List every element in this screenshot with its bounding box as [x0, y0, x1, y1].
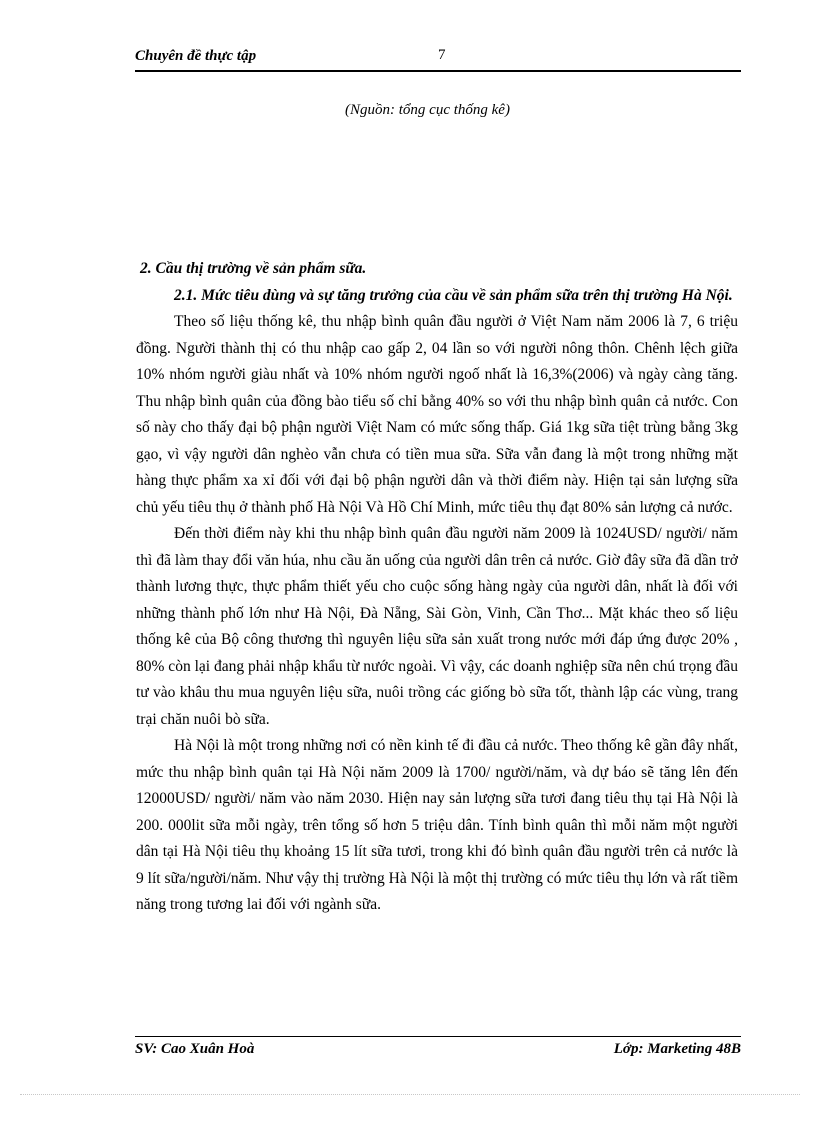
document-body	[136, 256, 738, 919]
header-title: Chuyên đề thực tập	[135, 48, 257, 64]
footer-class: Lớp: Marketing 48B	[613, 1041, 741, 1057]
paragraph-3: Hà Nội là một trong những nơi có nền kinh tế đi đầu cả nước. Theo thống kê gần đây nhất, mức thu nhập bình quân tại Hà Nội năm 2009 là 1700/ người/năm, và dự báo sẽ tăng lên đến 12000USD/ người/ năm vào năm 2030. Hiện nay sản lượng sữa tươi đang tiêu thụ tại Hà Nội là 200. 000lit sữa mỗi ngày, trên tổng số hơn 5 triệu dân. Tính bình quân thì mỗi năm một người dân tại Hà Nội tiêu thụ khoảng 15 lít sữa tươi, trong khi đó bình quân đầu người trên cả nước là 9 lít sữa/người/năm. Như vậy thị trường Hà Nội là một thị trường có mức tiêu thụ lớn và rất tiềm năng trong tương lai đối với ngành sữa.	[136, 737, 738, 913]
page-number: 7	[438, 47, 446, 63]
paragraph-2: Đến thời điểm này khi thu nhập bình quân đầu người năm 2009 là 1024USD/ người/ năm thì đã làm thay đổi văn húa, nhu cầu ăn uống của người dân trên cả nước. Giờ đây sữa đã dần trở thành lương thực, thực phẩm thiết yếu cho cuộc sống hàng ngày của người dân, nhất là đối với những thành phố lớn như Hà Nội, Đà Nẵng, Sài Gòn, Vinh, Cần Thơ... Mặt khác theo số liệu thống kê của Bộ công thương thì nguyên liệu sữa sản xuất trong nước mới đáp ứng được 20% , 80% còn lại đang phải nhập khẩu từ nước ngoài. Vì vậy, các doanh nghiệp sữa nên chú trọng đầu tư vào khâu thu mua nguyên liệu sữa, nuôi trồng các giống bò sữa tốt, thành lập các vùng, trang trại chăn nuôi bò sữa.	[136, 525, 738, 728]
section-heading: 2. Cầu thị trường về sản phẩm sữa.	[140, 260, 367, 277]
section-subheading: 2.1. Mức tiêu dùng và sự tăng trưởng của cầu về sản phẩm sữa trên thị trường Hà Nội.	[174, 286, 733, 304]
page-bottom-border	[20, 1094, 800, 1095]
page-header	[135, 48, 741, 72]
page-footer	[135, 1036, 741, 1059]
footer-student: SV: Cao Xuân Hoà	[135, 1041, 255, 1057]
source-note: (Nguồn: tổng cục thống kê)	[345, 102, 510, 118]
paragraph-1: Theo số liệu thống kê, thu nhập bình quân đầu người ở Việt Nam năm 2006 là 7, 6 triệu đồng. Người thành thị có thu nhập cao gấp 2, 04 lần so với người nông thôn. Chênh lệch giữa 10% nhóm người giàu nhất và 10% nhóm người ngoố nhất là 16,3%(2006) và ngày càng tăng. Thu nhập bình quân của đồng bào tiểu số chỉ bằng 40% so với thu nhập bình quân cả nước. Con số này cho thấy đại bộ phận người Việt Nam có mức sống thấp. Giá 1kg sữa tiệt trùng bằng 3kg gạo, vì vậy người dân nghèo vẫn chưa có tiền mua sữa. Sữa vẫn đang là một trong những mặt hàng thực phẩm xa xỉ đối với đại bộ phận người dân và thời điểm này. Hiện tại sản lượng sữa chủ yếu tiêu thụ ở thành phố Hà Nội Và Hồ Chí Minh, mức tiêu thụ đạt 80% sản lượng cả nước.	[136, 313, 738, 516]
